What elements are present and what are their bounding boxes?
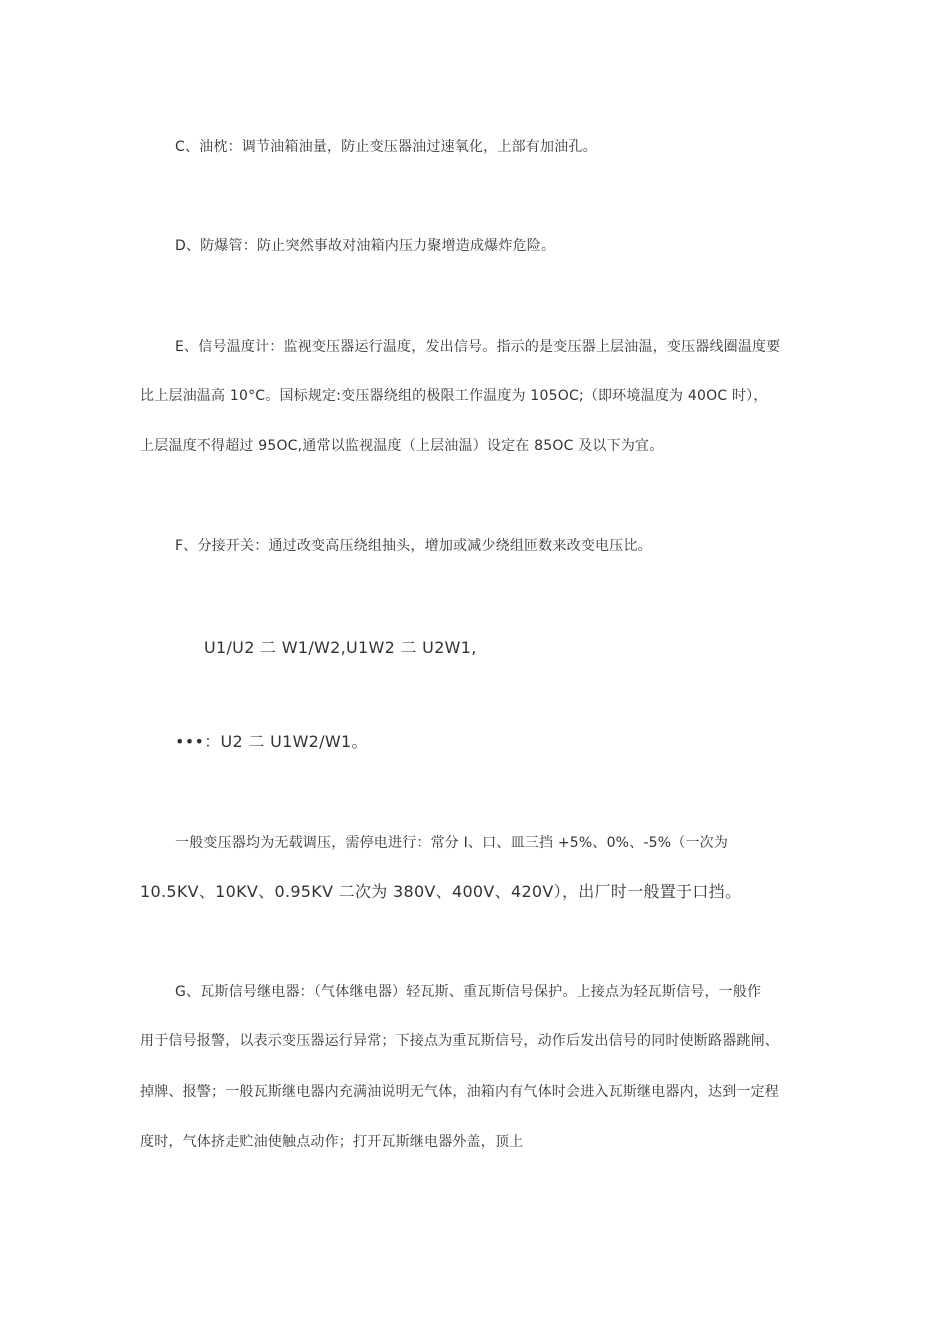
paragraph-gas-relay-line-4: 度时，气体挤走贮油使触点动作；打开瓦斯继电器外盖，顶上 — [140, 1134, 524, 1150]
paragraph-oil-conservator: C、油枕：调节油箱油量，防止变压器油过速氧化，上部有加油孔。 — [175, 139, 597, 155]
paragraph-thermometer-line-2: 比上层油温高 10°C。国标规定:变压器绕组的极限工作温度为 105OC;（即环境温度为 40OC 时）， — [140, 388, 768, 404]
paragraph-gas-relay-line-3: 掉牌、报警；一般瓦斯继电器内充满油说明无气体，油箱内有气体时会进入瓦斯继电器内，达到一定程 — [140, 1084, 779, 1100]
paragraph-tap-changer: F、分接开关：通过改变高压绕组抽头，增加或减少绕组匝数来改变电压比。 — [175, 538, 652, 554]
paragraph-gas-relay-line-1: G、瓦斯信号继电器：（气体继电器）轻瓦斯、重瓦斯信号保护。上接点为轻瓦斯信号，一般作 — [175, 984, 762, 1000]
formula-voltage-ratio: U1/U2 二 W1/W2,U1W2 二 U2W1, — [204, 638, 477, 657]
paragraph-tap-positions-line-2: 10.5KV、10KV、0.95KV 二次为 380V、400V、420V），出厂时一般置于口挡。 — [140, 882, 742, 901]
paragraph-thermometer-line-3: 上层温度不得超过 95OC,通常以监视温度（上层油温）设定在 85OC 及以下为宜。 — [140, 438, 664, 454]
paragraph-explosion-vent: D、防爆管：防止突然事故对油箱内压力聚增造成爆炸危险。 — [175, 238, 556, 254]
formula-u2: •••：U2 二 U1W2/W1。 — [175, 732, 368, 751]
paragraph-thermometer-line-1: E、信号温度计：监视变压器运行温度，发出信号。指示的是变压器上层油温，变压器线圈温度要 — [175, 339, 781, 355]
paragraph-gas-relay-line-2: 用于信号报警，以表示变压器运行异常；下接点为重瓦斯信号，动作后发出信号的同时使断路器跳闸、 — [140, 1033, 779, 1049]
paragraph-tap-positions-line-1: 一般变压器均为无载调压，需停电进行：常分 I、口、皿三挡 +5%、0%、-5%（一次为 — [175, 835, 729, 851]
